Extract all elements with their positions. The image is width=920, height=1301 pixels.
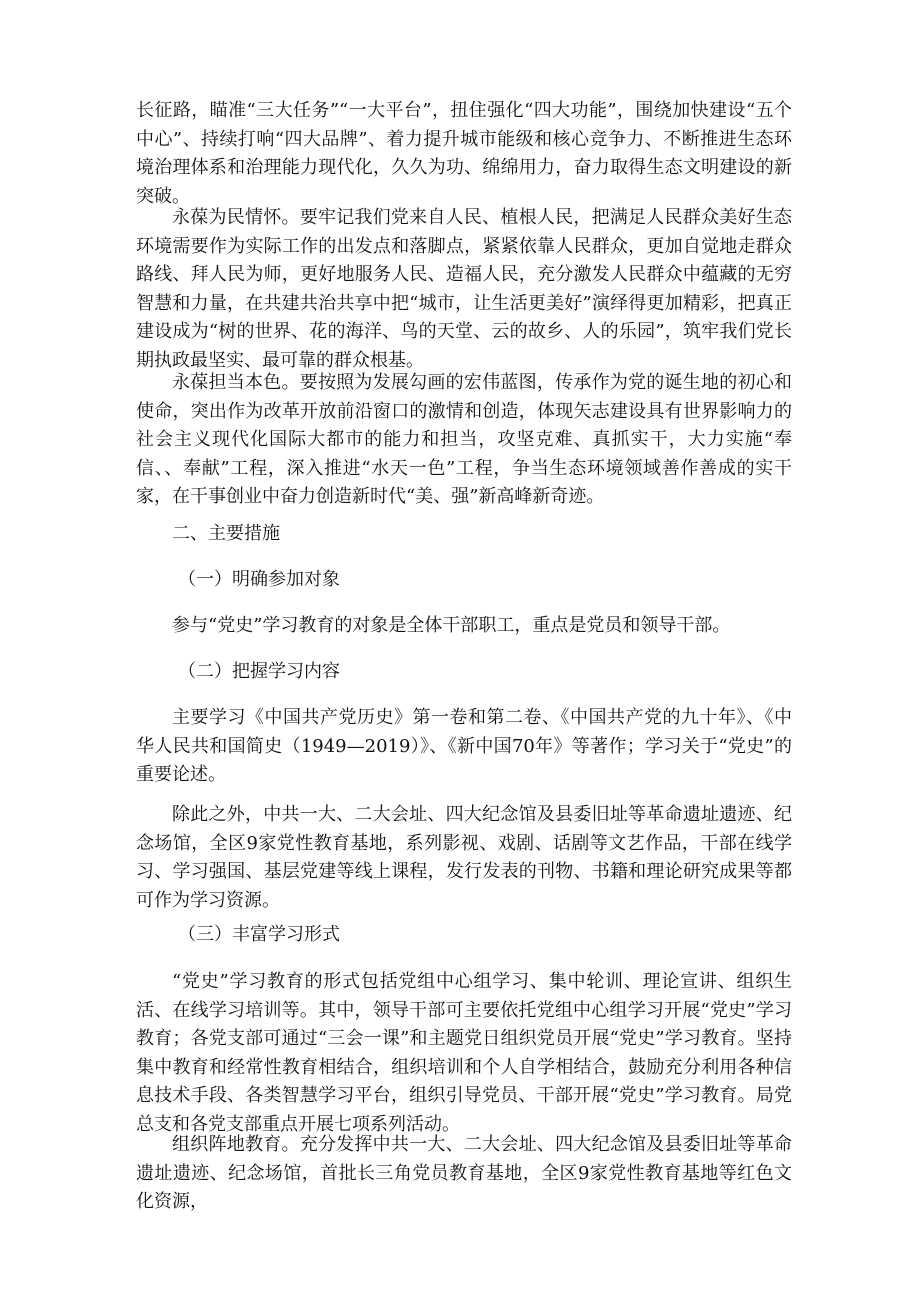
subheading-learning-content: （二）把握学习内容 — [178, 661, 340, 682]
section-heading-main-measures: 二、主要措施 — [172, 523, 280, 544]
paragraph-site-education: 组织阵地教育。充分发挥中共一大、二大会址、四大纪念馆及县委旧址等革命遗址遗迹、纪念场馆，首批长三角党员教育基地，全区9家党性教育基地等红色文化资源， — [136, 1134, 792, 1212]
paragraph-learning-resources: 除此之外，中共一大、二大会址、四大纪念馆及县委旧址等革命遗址遗迹、纪念场馆，全区9家党性教育基地，系列影视、戏剧、话剧等文艺作品，干部在线学习、学习强国、基层党建等线上课程，发行发表的刊物、书籍和理论研究成果等都可作为学习资源。 — [136, 804, 792, 911]
subheading-participants: （一）明确参加对象 — [178, 569, 340, 590]
paragraph-intro-continuation: 长征路，瞄准“三大任务”“一大平台”，扭住强化“四大功能”，围绕加快建设“五个中心”、持续打响“四大品牌”、着力提升城市能级和核心竞争力、不断推进生态环境治理体系和治理能力现代化，久久为功、绵绵用力，奋力取得生态文明建设的新突破。 — [136, 100, 792, 207]
paragraph-learning-content: 主要学习《中国共产党历史》第一卷和第二卷、《中国共产党的九十年》、《中华人民共和国简史（1949—2019）》、《新中国70年》等著作；学习关于“党史”的重要论述。 — [136, 707, 792, 785]
paragraph-people-commitment: 永葆为民情怀。要牢记我们党来自人民、植根人民，把满足人民群众美好生态环境需要作为实际工作的出发点和落脚点，紧紧依靠人民群众，更加自觉地走群众路线、拜人民为师，更好地服务人民、造福人民，充分激发人民群众中蕴藏的无穷智慧和力量，在共建共治共享中把“城市，让生活更美好”演绎得更加精彩，把真正建设成为“树的世界、花的海洋、鸟的天堂、云的故乡、人的乐园”，筑牢我们党长期执政最坚实、最可靠的群众根基。 — [136, 207, 792, 371]
subheading-learning-forms: （三）丰富学习形式 — [178, 924, 340, 945]
paragraph-responsibility: 永葆担当本色。要按照为发展勾画的宏伟蓝图，传承作为党的诞生地的初心和使命，突出作为改革开放前沿窗口的激情和创造，体现矢志建设具有世界影响力的社会主义现代化国际大都市的能力和担当，攻坚克难、真抓实干，大力实施“奉信、、奉献”工程，深入推进“水天一色”工程，争当生态环境领域善作善成的实干家，在干事创业中奋力创造新时代“美、强”新高峰新奇迹。 — [136, 372, 792, 507]
paragraph-participants: 参与“党史”学习教育的对象是全体干部职工，重点是党员和领导干部。 — [172, 615, 731, 636]
paragraph-learning-forms: “党史”学习教育的形式包括党组中心组学习、集中轮训、理论宣讲、组织生活、在线学习培训等。其中，领导干部可主要依托党组中心组学习开展“党史”学习教育；各党支部可通过“三会一课”和主题党日组织党员开展“党史”学习教育。坚持集中教育和经常性教育相结合，组织培训和个人自学相结合，鼓励充分利用各种信息技术手段、各类智慧学习平台，组织引导党员、干部开展“党史”学习教育。局党总支和各党支部重点开展七项系列活动。 — [136, 971, 792, 1135]
